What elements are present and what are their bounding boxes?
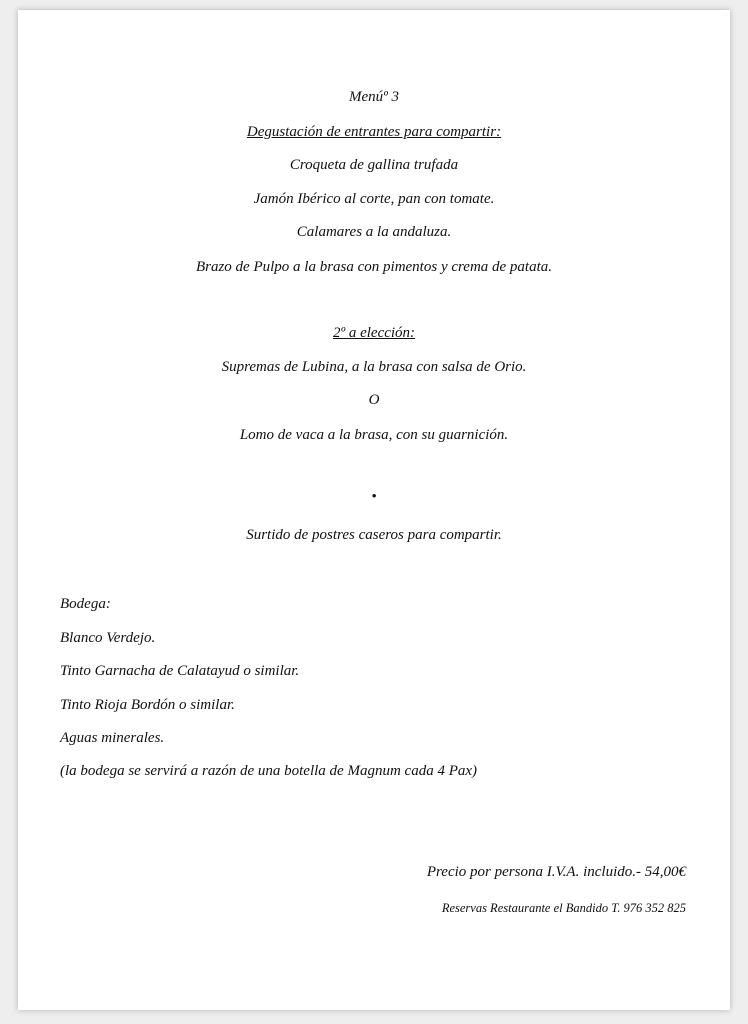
menu-page [18, 10, 730, 1010]
second-course-heading: 2º a elección: [332, 325, 416, 341]
starter-item: Brazo de Pulpo a la brasa con pimentos y crema de patata. [195, 259, 553, 275]
starters-heading: Degustación de entrantes para compartir: [246, 124, 502, 140]
dessert-item: Surtido de postres caseros para compartir. [246, 527, 502, 543]
separator-bullet: • [371, 489, 377, 505]
second-course-option: Supremas de Lubina, a la brasa con salsa de Orio. [221, 359, 527, 375]
bodega-note: (la bodega se servirá a razón de una botella de Magnum cada 4 Pax) [60, 763, 478, 779]
starter-item: Jamón Ibérico al corte, pan con tomate. [253, 191, 495, 207]
bodega-item: Aguas minerales. [60, 730, 165, 746]
bodega-item: Tinto Garnacha de Calatayud o similar. [60, 663, 300, 679]
bodega-item: Tinto Rioja Bordón o similar. [60, 697, 235, 713]
bodega-heading: Bodega: [60, 596, 111, 612]
bodega-item: Blanco Verdejo. [60, 630, 156, 646]
second-course-option: Lomo de vaca a la brasa, con su guarnición. [239, 427, 509, 443]
menu-title: Menúº 3 [348, 89, 400, 105]
starter-item: Croqueta de gallina trufada [289, 157, 459, 173]
reservations-contact: Reservas Restaurante el Bandido T. 976 352 825 [441, 901, 686, 915]
second-course-or: O [368, 392, 380, 408]
starter-item: Calamares a la andaluza. [296, 224, 452, 240]
price-per-person: Precio por persona I.V.A. incluido.- 54,00€ [426, 864, 686, 880]
